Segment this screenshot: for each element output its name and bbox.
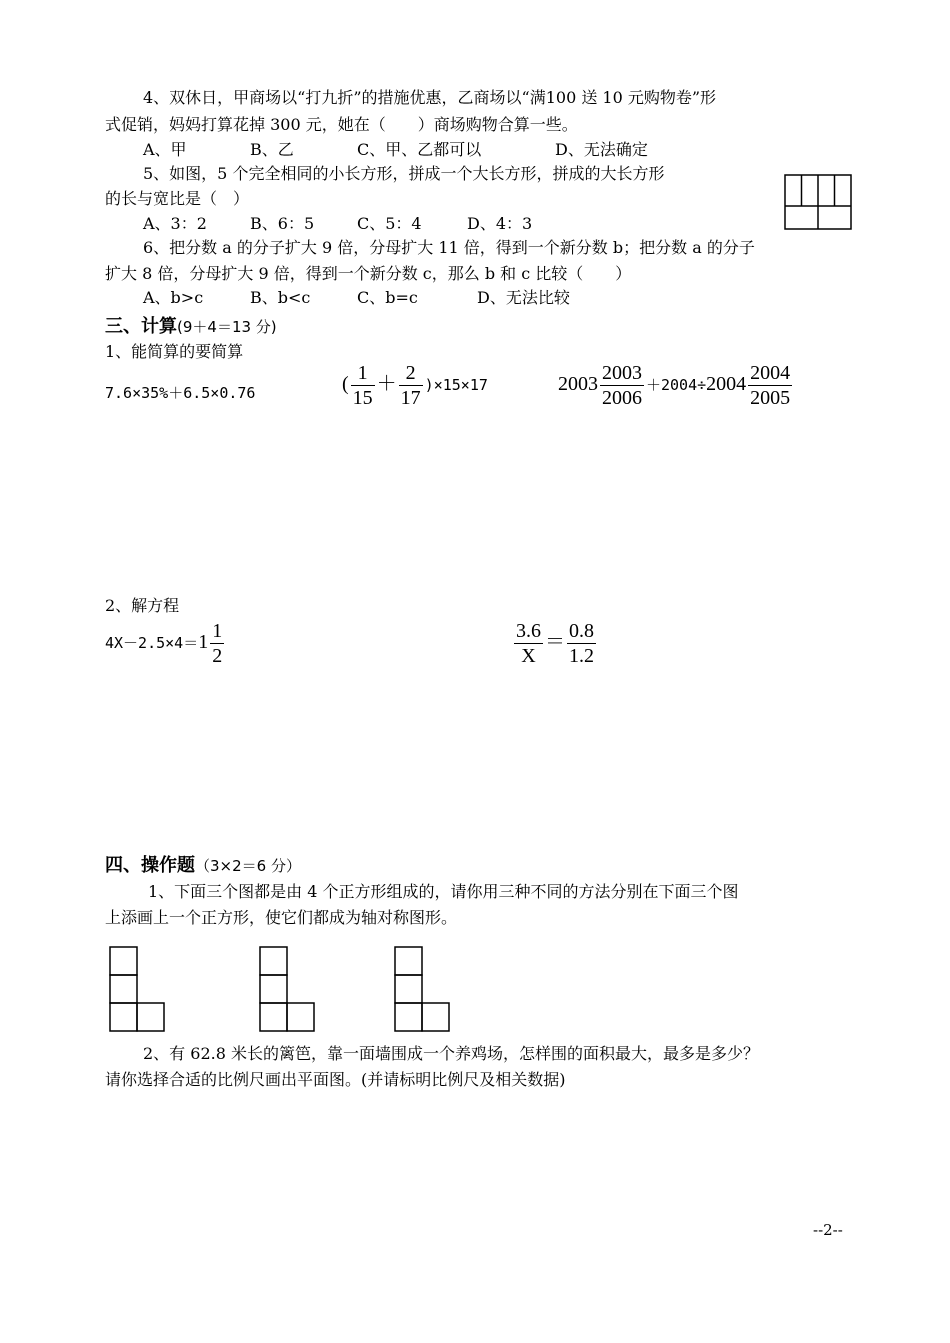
q4-option-d: D、无法确定 — [555, 140, 648, 159]
expression-3 — [558, 361, 794, 410]
eq2-f2-denominator: 1.2 — [569, 645, 594, 667]
eq2-f1-numerator: 3.6 — [516, 620, 541, 642]
page-number: --2-- — [813, 1221, 843, 1239]
section3-sub2: 2、解方程 — [105, 596, 180, 615]
section4-q2-line2: 请你选择合适的比例尺画出平面图。(并请标明比例尺及相关数据) — [105, 1070, 566, 1089]
eq2-fraction-1 — [514, 619, 543, 668]
q5-option-d: D、4：3 — [467, 214, 533, 233]
expression-1: 7.6×35%＋6.5×0.76 — [105, 384, 256, 402]
q6-option-a: A、b>c — [143, 288, 204, 307]
eq2-equals: ＝ — [545, 631, 565, 653]
section4-q2-line1: 2、有 62.8 米长的篱笆，靠一面墙围成一个养鸡场，怎样围的面积最大，最多是多少？ — [143, 1044, 759, 1063]
q6-option-d: D、无法比较 — [477, 288, 570, 307]
expr2-f2-numerator: 2 — [399, 361, 423, 386]
section3-score: (9＋4＝13 分) — [177, 318, 277, 336]
q6-option-b: B、b<c — [250, 288, 311, 307]
section4-title: 四、操作题 — [105, 855, 195, 876]
eq1-whole: 1 — [198, 631, 209, 653]
expr3-whole-2: 2004 — [706, 373, 747, 395]
q5-option-c: C、5：4 — [357, 214, 422, 233]
q4-option-a: A、甲 — [143, 140, 187, 159]
expr2-fraction-2 — [399, 361, 423, 410]
section4-q1-line2: 上添画上一个正方形，使它们都成为轴对称图形。 — [105, 908, 458, 927]
q5-option-b: B、6：5 — [250, 214, 315, 233]
expr2-open-paren: ( — [342, 373, 349, 395]
eq1-lhs: 4X－2.5×4＝ — [105, 634, 199, 652]
expression-2 — [342, 361, 488, 410]
q5-line1: 5、如图，5 个完全相同的小长方形，拼成一个大长方形，拼成的大长方形 — [143, 164, 665, 183]
l-shape-figure-3 — [393, 945, 453, 1033]
section3-title: 三、计算 — [105, 316, 177, 337]
q5-option-a: A、3：2 — [143, 214, 207, 233]
eq1-fraction — [210, 619, 224, 668]
expr3-f2-denominator: 2005 — [750, 387, 791, 409]
expr3-fraction-2 — [748, 361, 792, 410]
expr2-f1-denominator: 15 — [352, 387, 373, 409]
l-shape-figure-2 — [258, 945, 318, 1033]
expr2-plus: ＋ — [376, 373, 397, 395]
q6-option-c: C、b=c — [357, 288, 418, 307]
q4-option-b: B、乙 — [250, 140, 294, 159]
expr2-rest: )×15×17 — [424, 376, 488, 394]
eq2-f1-denominator: X — [521, 645, 536, 667]
section4-heading — [105, 851, 301, 877]
q5-rectangle-figure — [780, 173, 854, 231]
q4-line2: 式促销，妈妈打算花掉 300 元，她在（ ）商场购物合算一些。 — [105, 115, 578, 134]
equation-1 — [105, 619, 226, 668]
eq1-numerator: 1 — [212, 620, 223, 642]
eq2-f2-numerator: 0.8 — [569, 620, 594, 642]
expr3-mid: ＋2004÷ — [646, 376, 707, 394]
q4-line1: 4、双休日，甲商场以“打九折”的措施优惠，乙商场以“满100 送 10 元购物卷”形 — [143, 88, 717, 107]
q5-line2: 的长与宽比是（ ） — [105, 189, 250, 208]
section4-q1-line1: 1、下面三个图都是由 4 个正方形组成的，请你用三种不同的方法分别在下面三个图 — [148, 882, 739, 901]
q6-line1: 6、把分数 a 的分子扩大 9 倍，分母扩大 11 倍，得到一个新分数 b；把分数 a 的分子 — [143, 238, 755, 257]
eq1-denominator: 2 — [212, 645, 223, 667]
q6-line2: 扩大 8 倍，分母扩大 9 倍，得到一个新分数 c，那么 b 和 c 比较（ ） — [105, 264, 632, 283]
l-shape-figure-1 — [108, 945, 168, 1033]
eq2-fraction-2 — [567, 619, 596, 668]
expr3-fraction-1 — [600, 361, 644, 410]
expr2-f2-denominator: 17 — [400, 387, 421, 409]
equation-2 — [512, 619, 598, 668]
q4-option-c: C、甲、乙都可以 — [357, 140, 482, 159]
expr3-f1-numerator: 2003 — [602, 362, 642, 384]
section3-heading — [105, 312, 277, 338]
expr2-f1-numerator: 1 — [351, 361, 375, 386]
expr3-whole-1: 2003 — [558, 373, 598, 395]
expr2-fraction-1 — [351, 361, 375, 410]
expr3-f1-denominator: 2006 — [602, 387, 642, 409]
section4-score: （3×2＝6 分） — [195, 857, 301, 875]
expr3-f2-numerator: 2004 — [750, 362, 791, 384]
section3-sub1: 1、能简算的要简算 — [105, 342, 244, 361]
